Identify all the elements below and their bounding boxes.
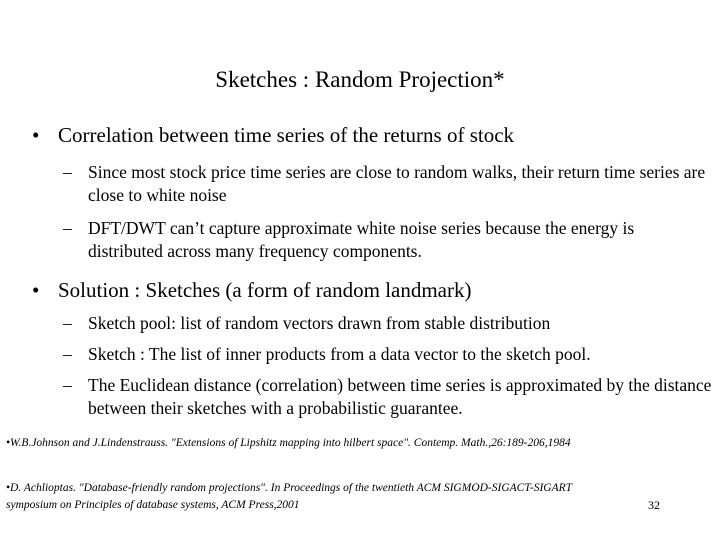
subitem-text: Sketch : The list of inner products from a data vector to the sketch pool.	[88, 344, 591, 364]
dash-glyph: –	[63, 344, 72, 364]
subitem-text: Sketch pool: list of random vectors drawn from stable distribution	[88, 313, 551, 333]
subitem-text: DFT/DWT can’t capture approximate white noise series because the energy is distributed across many frequency components.	[88, 218, 635, 261]
dash-glyph: –	[63, 218, 72, 238]
dash-glyph: –	[63, 162, 72, 182]
subitem-euclidean-distance	[63, 374, 713, 420]
subitem-dft-dwt	[63, 217, 713, 263]
slide-title: Sketches : Random Projection*	[215, 67, 505, 92]
dash-glyph: –	[63, 313, 72, 333]
bullet-text: Solution : Sketches (a form of random landmark)	[58, 278, 472, 302]
bullet-solution	[32, 277, 472, 303]
page-number: 32	[648, 498, 660, 512]
subitem-sketch-pool	[63, 312, 713, 335]
bullet-text: Correlation between time series of the returns of stock	[58, 123, 515, 147]
bullet-correlation	[32, 122, 514, 148]
bullet-glyph: •	[32, 278, 40, 302]
reference-johnson: •W.B.Johnson and J.Lindenstrauss. "Extensions of Lipshitz mapping into hilbert space". Contemp. Math.,26:189-206,1984	[6, 437, 571, 449]
subitem-text: The Euclidean distance (correlation) between time series is approximated by the distance between their sketches with a probabilistic guarantee.	[88, 375, 712, 418]
subitem-text: Since most stock price time series are close to random walks, their return time series are close to white noise	[88, 162, 706, 205]
dash-glyph: –	[63, 375, 72, 395]
subitem-sketch	[63, 343, 713, 366]
reference-achlioptas: •D. Achlioptas. "Database-friendly random projections". In Proceedings of the twentieth ACM SIGMOD-SIGACT-SIGART symposium on Principles of database systems, ACM Press,2001	[6, 482, 572, 511]
bullet-glyph: •	[32, 123, 40, 147]
subitem-random-walks	[63, 161, 713, 207]
